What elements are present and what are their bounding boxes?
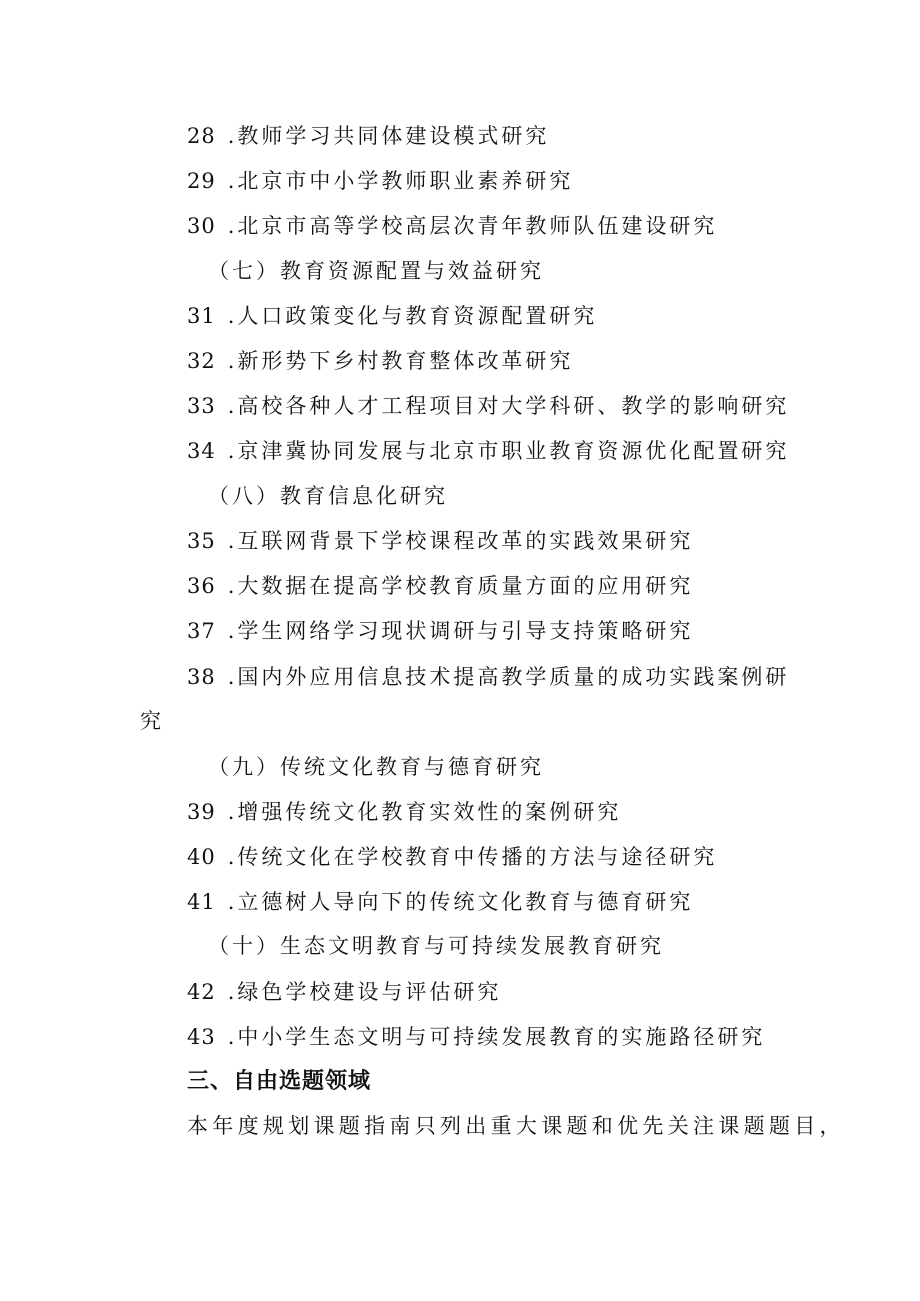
body-paragraph: 本年度规划课题指南只列出重大课题和优先关注课题题目， bbox=[187, 1114, 845, 1138]
section-heading: 三、自由选题领域 bbox=[187, 1069, 372, 1094]
subsection-heading: （八）教育信息化研究 bbox=[208, 484, 448, 508]
list-item: 31 .人口政策变化与教育资源配置研究 bbox=[187, 304, 598, 328]
list-item: 29 .北京市中小学教师职业素养研究 bbox=[187, 169, 574, 193]
list-item: 34 .京津冀协同发展与北京市职业教育资源优化配置研究 bbox=[187, 439, 790, 463]
list-item: 41 .立德树人导向下的传统文化教育与德育研究 bbox=[187, 890, 694, 914]
subsection-heading: （十）生态文明教育与可持续发展教育研究 bbox=[208, 934, 664, 958]
subsection-heading: （七）教育资源配置与效益研究 bbox=[208, 259, 544, 283]
list-item: 37 .学生网络学习现状调研与引导支持策略研究 bbox=[187, 619, 694, 643]
list-item: 28 .教师学习共同体建设模式研究 bbox=[187, 124, 550, 148]
subsection-heading: （九）传统文化教育与德育研究 bbox=[208, 755, 544, 779]
list-item: 42 .绿色学校建设与评估研究 bbox=[187, 980, 502, 1004]
list-item: 33 .高校各种人才工程项目对大学科研、教学的影响研究 bbox=[187, 394, 790, 418]
list-item: 36 .大数据在提高学校教育质量方面的应用研究 bbox=[187, 574, 694, 598]
list-item: 38 .国内外应用信息技术提高教学质量的成功实践案例研 bbox=[187, 665, 790, 689]
list-item: 43 .中小学生态文明与可持续发展教育的实施路径研究 bbox=[187, 1025, 766, 1049]
list-item: 39 .增强传统文化教育实效性的案例研究 bbox=[187, 800, 622, 824]
list-item: 30 .北京市高等学校高层次青年教师队伍建设研究 bbox=[187, 214, 718, 238]
list-item-continuation: 究 bbox=[140, 709, 164, 733]
list-item: 40 .传统文化在学校教育中传播的方法与途径研究 bbox=[187, 845, 718, 869]
list-item: 35 .互联网背景下学校课程改革的实践效果研究 bbox=[187, 529, 694, 553]
list-item: 32 .新形势下乡村教育整体改革研究 bbox=[187, 349, 574, 373]
